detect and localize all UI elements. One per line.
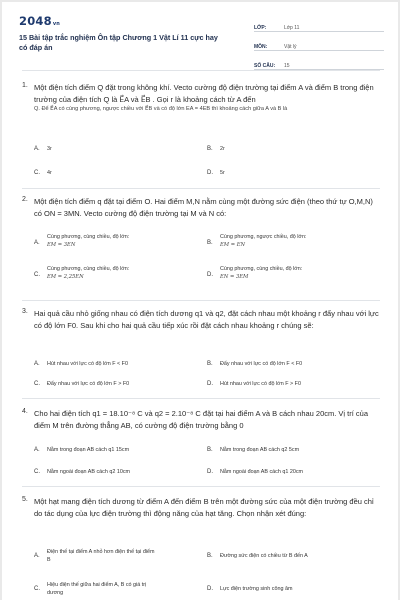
divider [22,188,380,189]
question-stem: Hai quả cầu nhỏ giống nhau có điện tích dương q1 và q2, đặt cách nhau một khoảng r đẩy nhau với lực có độ lớn F0. Sau khi cho hai quả cầu tiếp xúc rồi đặt cách nhau khoảng r chúng sẽ: [34,309,379,330]
option-letter: B. [207,240,213,246]
site-logo[interactable] [19,14,60,28]
option-text: Đẩy nhau với lực có độ lớn F < F0 [220,361,303,367]
meta-value: Lớp 11 [284,25,300,31]
option-letter: C. [34,469,40,475]
question-stem-continued: Q. Để E⃗A có cùng phương, ngược chiều với E⃗B và có độ lớn EA = 4EB thì khoảng cách giữa A và B là [34,106,288,112]
divider [22,300,380,301]
option-letter: B. [207,553,213,559]
option-letter: B. [207,361,213,367]
option-letter: A. [34,240,40,246]
question-number: 5. [22,496,28,503]
question-text [34,82,382,114]
logo-suffix: vn [52,21,61,27]
option-letter: D. [207,272,213,278]
question-stem: Một điện tích điểm Q đặt trong không khí. Vecto cường độ điện trường tại điểm A và điểm B trong điện trường của điện tích Q là E⃗A và E⃗B . Gọi r là khoảng cách từ A đến [34,83,374,104]
option-letter: C. [34,272,40,278]
meta-row-count [254,54,384,70]
meta-panel [254,16,384,73]
option-text: 3r [47,146,52,152]
option-text: Hút nhau với lực có độ lớn F < F0 [47,361,128,367]
option-text: 4r [47,170,52,176]
question-number: 2. [22,196,28,203]
question-5 [22,496,380,600]
option-text [47,233,197,249]
option-text [220,265,370,281]
option-text: Hút nhau với lực có độ lớn F > F0 [220,381,301,387]
question-stem: Một điện tích điểm q đặt tại điểm O. Hai điểm M,N nằm cùng một đường sức điện (theo thứ tự O,M,N) có ON = 3MN. Vecto cường độ điện trường tại M và N có: [34,197,373,218]
option-letter: C. [34,170,40,176]
option-formula: EM = EN [220,242,246,248]
meta-value: 15 [284,63,290,69]
option-text: 2r [220,146,225,152]
option-label: Cùng phương, ngược chiều, độ lớn: [220,234,307,240]
option-letter: C. [34,586,40,592]
option-letter: A. [34,447,40,453]
option-formula: EM = 3EN [47,242,76,248]
meta-key: LỚP: [254,25,267,31]
option-text: 5r [220,170,225,176]
divider [22,398,380,399]
option-text: Nằm ngoài đoạn AB cách q2 10cm [47,469,131,475]
meta-value: Vật lý [284,44,297,50]
option-letter: A. [34,553,40,559]
document-page [2,2,398,600]
option-text: Lực điện trường sinh công âm [220,586,293,592]
option-text: Hiệu điện thế giữa hai điểm A, B có giá trị dương [47,582,147,596]
option-label: Cùng phương, cùng chiều, độ lớn: [220,266,303,272]
meta-key: MÔN: [254,44,268,50]
question-stem: Cho hai điện tích q1 = 18.10⁻⁸ C và q2 = 2.10⁻⁸ C đặt tại hai điểm A và B cách nhau 20cm. Vị trí của điểm M trên đường thẳng AB, có cường độ điện trường bằng 0 [34,409,369,430]
question-2 [22,196,380,300]
logo-text: 2048 [19,14,52,28]
option-letter: B. [207,447,213,453]
option-letter: D. [207,586,213,592]
option-label: Cùng phương, cùng chiều, độ lớn: [47,266,130,272]
question-4 [22,408,380,484]
question-number: 4. [22,408,28,415]
option-text: Nằm trong đoạn AB cách q2 5cm [220,447,300,453]
meta-row-subject [254,35,384,51]
question-number: 3. [22,308,28,315]
option-letter: D. [207,170,213,176]
divider [22,70,380,71]
option-formula: EN = 3EM [220,274,249,280]
divider [22,486,380,487]
page-title: 15 Bài tập trắc nghiệm Ôn tập Chương 1 Vật Lí 11 cực hay có đáp án [19,33,218,52]
option-letter: D. [207,469,213,475]
option-formula: EM = 2,25EN [47,274,84,280]
option-letter: D. [207,381,213,387]
option-text [47,265,197,281]
option-text [220,233,370,249]
question-number: 1. [22,82,28,89]
meta-key: SỐ CÂU: [254,63,276,69]
question-1 [22,82,380,182]
option-text: Điện thế tại điểm A nhỏ hơn điện thế tại điểm B [47,549,155,563]
option-text: Nằm ngoài đoạn AB cách q1 20cm [220,469,304,475]
option-letter: B. [207,146,213,152]
option-text: Nằm trong đoạn AB cách q1 15cm [47,447,130,453]
option-label: Cùng phương, cùng chiều, độ lớn: [47,234,130,240]
option-text: Đường sức điện có chiều từ B đến A [220,553,308,559]
meta-row-class [254,16,384,32]
option-letter: C. [34,381,40,387]
option-letter: A. [34,146,40,152]
option-text: Đẩy nhau với lực có độ lớn F > F0 [47,381,130,387]
option-letter: A. [34,361,40,367]
question-3 [22,308,380,398]
question-stem: Một hạt mang điện tích dương từ điểm A đến điểm B trên một đường sức của một điện trường đều chỉ do tác dụng của lực điện trường thì động năng của hạt tăng. Chọn nhận xét đúng: [34,497,374,518]
